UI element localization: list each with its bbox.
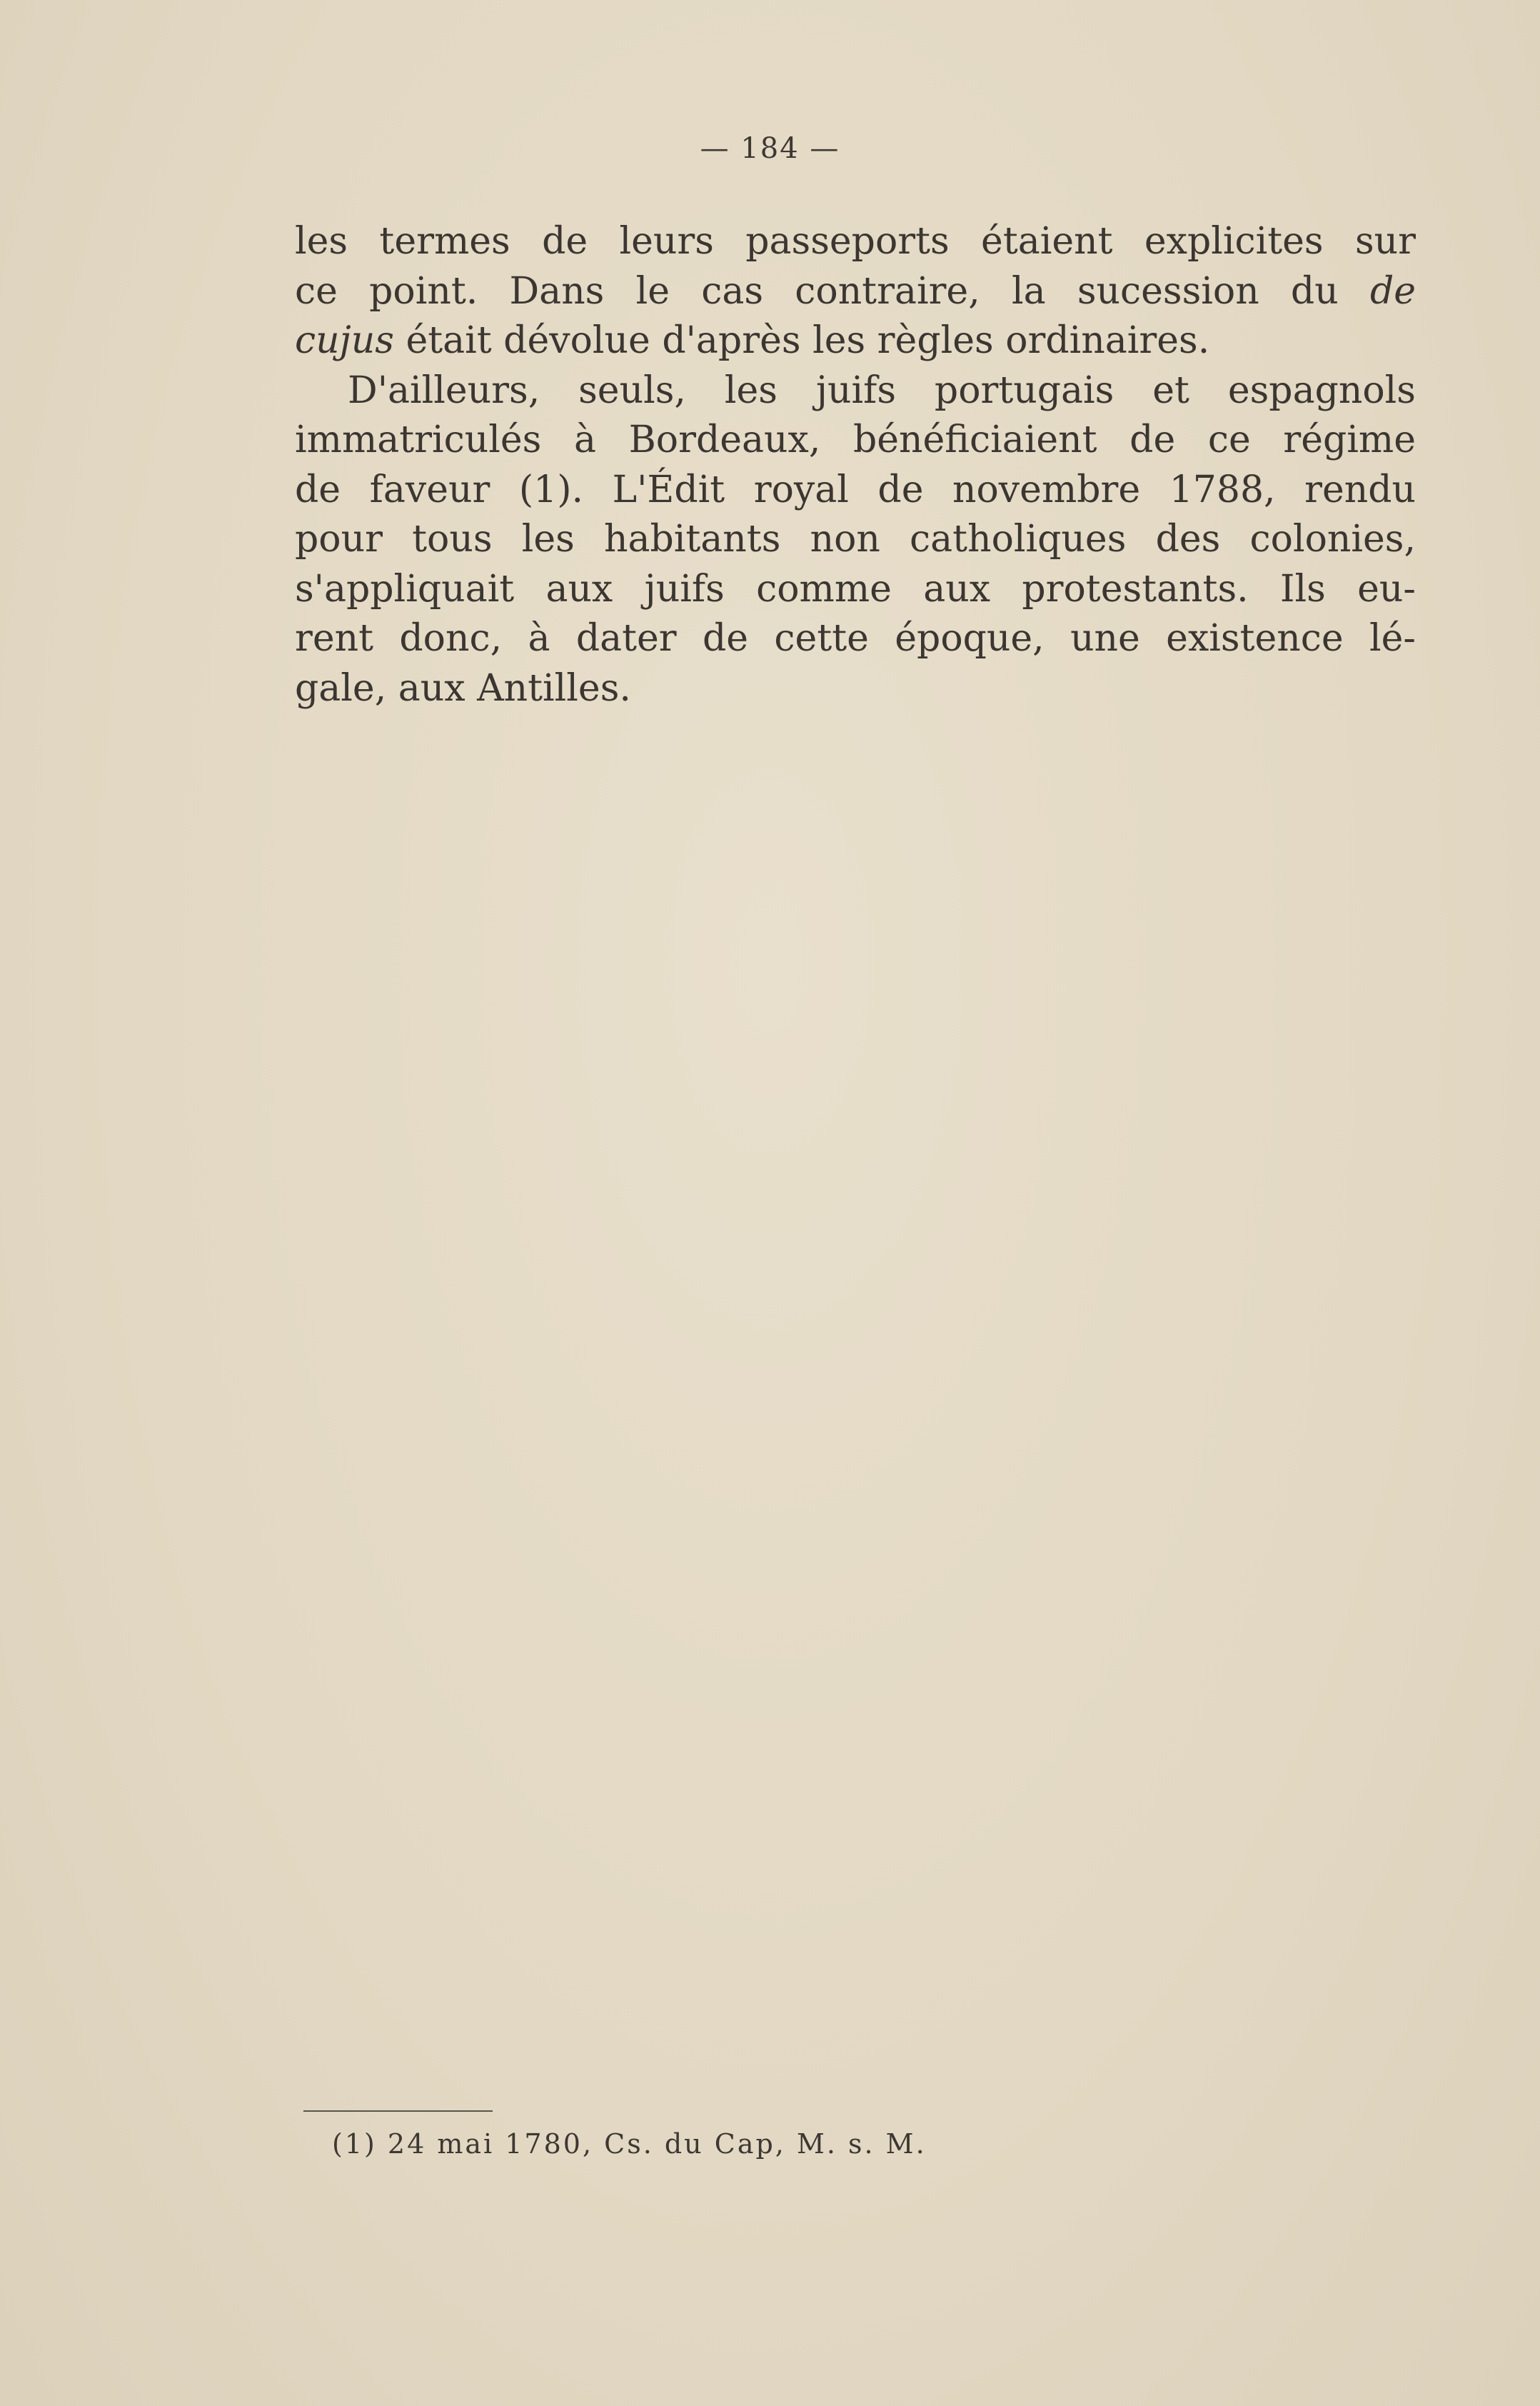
footnote: (1) 24 mai 1780, Cs. du Cap, M. s. M. (332, 2128, 927, 2160)
text-line: rent donc, à dater de cette époque, une existence lé- (295, 617, 1416, 660)
text-line: les termes de leurs passeports étaient explicites sur (295, 220, 1416, 263)
italic-text: cujus (295, 319, 394, 362)
italic-text: de (1369, 269, 1416, 313)
footnote-rule (303, 2110, 493, 2112)
body-text (295, 217, 1416, 713)
text-line: de faveur (1). L'Édit royal de novembre 1788, rendu (295, 468, 1416, 511)
text-line: cujus était dévolue d'après les règles ordinaires. (295, 319, 1210, 362)
text-line: immatriculés à Bordeaux, bénéficiaient de ce régime (295, 418, 1416, 461)
text-line: ce point. Dans le cas contraire, la sucession du de (295, 269, 1416, 313)
text-line: gale, aux Antilles. (295, 666, 631, 710)
text-line: s'appliquait aux juifs comme aux protestants. Ils eu- (295, 567, 1416, 611)
text-line: pour tous les habitants non catholiques des colonies, (295, 518, 1416, 561)
page-number: — 184 — (700, 132, 840, 165)
text-line: D'ailleurs, seuls, les juifs portugais et espagnols (348, 369, 1416, 412)
